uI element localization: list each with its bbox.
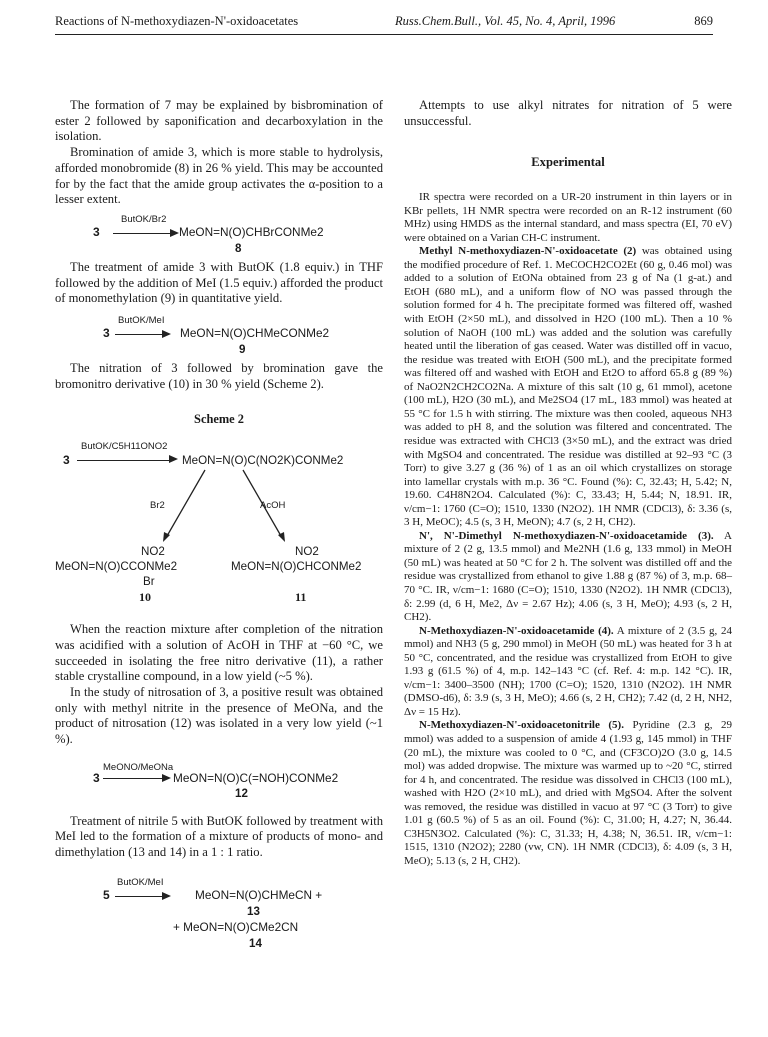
product-formula-13: MeON=N(O)CHMeCN + <box>195 887 323 902</box>
paragraph: The formation of 7 may be explained by bisbromination of ester 2 followed by saponification and decarboxylation in the isolation. <box>55 98 383 144</box>
reaction-equation-13-14 <box>55 876 383 950</box>
header-journal: Russ.Chem.Bull., Vol. 45, No. 4, April, 1996 <box>395 14 616 28</box>
product-formula: MeON=N(O)CHMeCONMe2 <box>180 326 330 341</box>
page-number: 869 <box>694 14 713 28</box>
experimental-text <box>404 191 732 868</box>
paragraph: When the reaction mixture after completion of the nitration was acidified with a solution of AcOH in THF at −60 °C, we succeeded in isolating the free nitro derivative (11), a rather stable crystalline compound, in a low yield (~5 %). <box>55 622 383 684</box>
bromine-atom: Br <box>143 575 155 589</box>
paragraph: The treatment of amide 3 with ButOK (1.8 equiv.) in THF followed by the addition of MeI (1.5 equiv.) afforded the product of monomethylation (9) in quantitative yield. <box>55 259 383 306</box>
paragraph: Pyridine (2.3 g, 29 mmol) was added to a suspension of amide 4 (1.93 g, 145 mmol) in THF (20 mL), the mixture was cooled to 0 °C, and (CF3CO)2O (3.0 g, 14.5 mol) was added dropwise. The mixture was warmed up to ~20 °C, stirred for 4 h, and concentrated. The residue was dissolved in CHCl3 (100 mL), washed with H2O (2×10 mL), and dried with MgSO4. After the solvent was removed, the residue was distilled in vacuo at 97 °C (3 Torr) to give 1.01 g (60.5 %) of 5 as an oil. Found (%): C, 31.00; H, 4.27; N, 36.44. C3H5N3O2. Calculated (%): C, 31.33; H, 4.38; N, 36.51. IR, ν/cm−1: 1515, 1310 (N2O2); 2280 (vw, CN). 1H NMR (CDCl3), δ: 4.09 (s, 3 H, MeO); 5.13 (s, 2 H, CH2). <box>404 719 732 867</box>
reaction-equation-12 <box>55 762 383 802</box>
reagent-label: MeONO/MeONa <box>103 761 174 773</box>
reactant-number: 3 <box>93 224 100 239</box>
compound-heading: Methyl N-methoxydiazen-N'-oxidoacetate (2) <box>419 245 637 258</box>
right-column <box>404 98 732 868</box>
reaction-equation-8 <box>55 214 383 254</box>
product-formula: MeON=N(O)CHBrCONMe2 <box>179 224 324 239</box>
reaction-arrow <box>103 778 169 779</box>
compound-number: 10 <box>139 590 151 605</box>
arrow-line-left <box>167 470 205 536</box>
paragraph: was obtained using the modified procedure of Ref. 1. MeCOCH2CO2Et (60 g, 0.46 mol) was added to a solution of EtONa obtained from 23 g of Na (1 g-at.) and EtOH (680 mL), and a uniform flow of NO was passed through the solution formed for 4 h. The precipitate formed was filtered off, washed with EtOH (2×50 mL), and dissolved in H2O (100 mL). Then a 10 % solution of NaOH (100 mL) was added and the solution was carefully heated until the liberation of gas ceased. Water was distilled off in vacuo, the residue was treated with EtOH (500 mL), and the precipitate formed was filtered off and washed with EtOH and Et2O to afford 65.8 g (89 %) of NaO2N2CH2CO2Na. A mixture of this salt (10 g, 61 mmol), acetone (100 mL), H2O (30 mL), and Me2SO4 (17 mL, 183 mmol) was heated at 55 °C for 1.5 h with stirring. The mixture was then cooled, aqueous NH3 was added to pH 8, and the solution was filtered and concentrated. The residue was extracted with CHCl3 (3×50 mL), and the extract was dried with MgSO4 and concentrated. The residue was distilled at 92–93 °C (3 Torr) to give 3.27 g (36 %) of 1 as an oil which crystallizes on storage into lamellar crystals with m.p. 36 °C. Found (%): C, 32.43; H, 5.42; N, 19.60. C4H8N2O4. Calculated (%): C, 33.43; H, 5.44; N, 18.91. IR, ν/cm−1: 1760 (C=O); 1510, 1330 (N2O2). 1H NMR (CDCl3), δ: 3.36 (s, 3 H, MeOC); 4.5 (s, 3 H, MeON); 4.7 (s, 2 H, CH2). <box>404 245 732 529</box>
compound-number: 11 <box>295 590 307 605</box>
compound-heading: N-Methoxydiazen-N'-oxidoacetonitrile (5). <box>419 719 624 732</box>
reactant-number: 3 <box>103 326 110 341</box>
reagent-acoh: AcOH <box>260 500 286 512</box>
left-column <box>55 98 383 950</box>
product-formula: MeON=N(O)C(NO2K)CONMe2 <box>182 454 344 468</box>
running-header <box>55 8 713 35</box>
paragraph: A mixture of 2 (3.5 g, 24 mmol) and NH3 (5 g, 290 mmol) in MeOH (50 mL) was heated for 3 h at 50 °C, concentrated, and the residue was crystallized from EtOH to give 1.93 g (61.5 %) of 4, m.p. 142–143 °C (cf. Ref. 4: m.p. 142 °C). IR, ν/cm−1: 3400–3500 (NH); 1700 (C=O); 1520, 1310 (N2O2). 1H NMR (DMSO-d6), δ: 3.9 (s, 3 H, MeO); 4.66 (s, 2 H, CH2); 7.42 (d, 2 H, NH2, Δν = 15 Hz). <box>404 624 732 718</box>
compound-number: 12 <box>235 786 248 800</box>
scheme-2 <box>55 436 383 605</box>
reagent-label: ButOK/Br2 <box>121 213 167 225</box>
paragraph: IR spectra were recorded on a UR-20 instrument in thin layers or in KBr pellets, 1H NMR spectra were recorded on an R-12 instrument (60 MHz) using HMDS as the internal standard, and mass spectra (EI, 70 eV) were obtained on a Varian CH-C instrument. <box>404 191 732 244</box>
compound-number: 14 <box>249 936 262 950</box>
paragraph: Attempts to use alkyl nitrates for nitration of 5 were unsuccessful. <box>404 98 732 128</box>
reactant-number: 5 <box>103 887 110 902</box>
paragraph: In the study of nitrosation of 3, a positive result was obtained only with methyl nitrite in the presence of MeONa, and the product of nitrosation (12) was isolated in a very low yield (~1 %). <box>55 684 383 747</box>
nitro-group: NO2 <box>141 545 165 559</box>
reactant-number: 3 <box>63 453 70 468</box>
compound-11-formula: MeON=N(O)CHCONMe2 <box>231 560 362 574</box>
compound-10-formula: MeON=N(O)CCONMe2 <box>55 560 178 574</box>
compound-number: 8 <box>235 241 242 255</box>
product-formula: MeON=N(O)C(=NOH)CONMe2 <box>173 770 339 785</box>
nitro-group: NO2 <box>295 545 319 559</box>
reagent-label: ButOK/MeI <box>118 315 165 327</box>
paragraph: A mixture of 2 (2 g, 13.5 mmol) and Me2NH (1.6 g, 133 mmol) in MeOH (50 mL) was heated at 50 °C for 2 h. The solvent was distilled off and the residue was crystallized from ethanol to give 1.88 g (87 %) of 3, m.p. 68–70 °C. IR, ν/cm−1: 1680 (C=O); 1510, 1330 (N2O2). 1H NMR (CDCl3), δ: 2.99 (d, 6 H, Me2, Δν = 2.67 Hz); 4.06 (s, 3 H, MeO); 4.93 (s, 2 H, CH2). <box>404 529 732 624</box>
reaction-equation-9 <box>55 315 383 355</box>
reagent-label: ButOK/MeI <box>117 876 164 888</box>
scheme-title: Scheme 2 <box>194 412 244 427</box>
compound-number: 9 <box>239 343 246 357</box>
compound-heading: N', N'-Dimethyl N-methoxydiazen-N'-oxidoacetamide (3). <box>419 529 714 542</box>
header-title: Reactions of N-methoxydiazen-N'-oxidoacetates <box>55 14 299 28</box>
reagent-br2: Br2 <box>150 500 165 512</box>
compound-number: 13 <box>247 904 260 918</box>
reaction-arrow <box>115 334 169 335</box>
reagent-label: ButOK/C5H11ONO2 <box>81 441 168 453</box>
paragraph: The nitration of 3 followed by bromination gave the bromonitro derivative (10) in 30 % yield (Scheme 2). <box>55 361 383 391</box>
reaction-arrow <box>113 233 177 234</box>
reactant-number: 3 <box>93 770 100 785</box>
paragraph: Bromination of amide 3, which is more stable to hydrolysis, afforded monobromide (8) in 26 % yield. This may be accounted for by the fact that the amide group activates the α-position to a lesser extent. <box>55 145 383 207</box>
section-heading: Experimental <box>531 155 605 170</box>
product-formula-14: + MeON=N(O)CMe2CN <box>173 919 299 934</box>
compound-heading: N-Methoxydiazen-N'-oxidoacetamide (4). <box>419 624 614 637</box>
reaction-arrow <box>115 896 169 897</box>
paragraph: Treatment of nitrile 5 with ButOK followed by treatment with MeI led to the formation of a mixture of products of mono- and dimethylation (13 and 14) in a 1 : 1 ratio. <box>55 813 383 860</box>
